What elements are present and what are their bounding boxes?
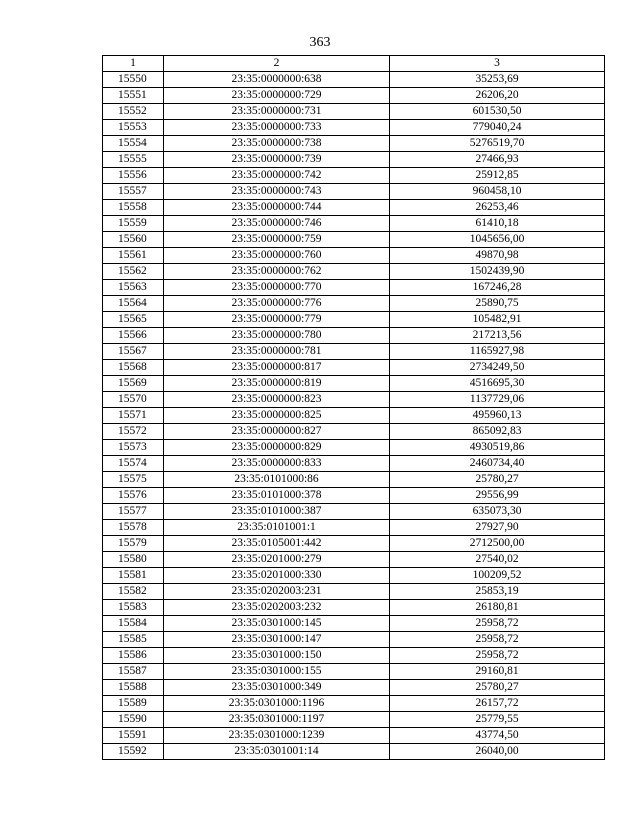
row-number-cell: 15557 [103, 184, 164, 200]
cadastral-number-cell: 23:35:0101000:387 [164, 504, 390, 520]
cadastral-number-cell: 23:35:0000000:742 [164, 168, 390, 184]
cadastral-number-cell: 23:35:0000000:729 [164, 88, 390, 104]
row-number-cell: 15570 [103, 392, 164, 408]
row-number-cell: 15584 [103, 616, 164, 632]
table-row [103, 376, 605, 392]
table-row [103, 424, 605, 440]
cadastral-number-cell: 23:35:0000000:829 [164, 440, 390, 456]
row-number-cell: 15571 [103, 408, 164, 424]
row-number-cell: 15555 [103, 152, 164, 168]
cadastral-value-cell: 27466,93 [390, 152, 605, 168]
row-number-cell: 15574 [103, 456, 164, 472]
table-row [103, 312, 605, 328]
cadastral-number-cell: 23:35:0000000:731 [164, 104, 390, 120]
cadastral-number-cell: 23:35:0301000:1197 [164, 712, 390, 728]
cadastral-number-cell: 23:35:0101001:1 [164, 520, 390, 536]
row-number-cell: 15579 [103, 536, 164, 552]
cadastral-number-cell: 23:35:0000000:770 [164, 280, 390, 296]
cadastral-value-cell: 2734249,50 [390, 360, 605, 376]
cadastral-number-cell: 23:35:0301000:145 [164, 616, 390, 632]
row-number-cell: 15572 [103, 424, 164, 440]
cadastral-value-cell: 27927,90 [390, 520, 605, 536]
table-row [103, 184, 605, 200]
cadastral-number-cell: 23:35:0301000:150 [164, 648, 390, 664]
table-row [103, 728, 605, 744]
cadastral-value-cell: 2712500,00 [390, 536, 605, 552]
row-number-cell: 15592 [103, 744, 164, 760]
cadastral-value-cell: 25779,55 [390, 712, 605, 728]
cadastral-value-cell: 167246,28 [390, 280, 605, 296]
cadastral-number-cell: 23:35:0000000:819 [164, 376, 390, 392]
row-number-cell: 15581 [103, 568, 164, 584]
row-number-cell: 15591 [103, 728, 164, 744]
cadastral-number-cell: 23:35:0000000:780 [164, 328, 390, 344]
table-row [103, 504, 605, 520]
table-row [103, 248, 605, 264]
table-row [103, 552, 605, 568]
table-row [103, 408, 605, 424]
table-row [103, 88, 605, 104]
cadastral-number-cell: 23:35:0301001:14 [164, 744, 390, 760]
cadastral-value-cell: 1165927,98 [390, 344, 605, 360]
table-row [103, 456, 605, 472]
row-number-cell: 15569 [103, 376, 164, 392]
table-row [103, 744, 605, 760]
table-row [103, 216, 605, 232]
column-header-3: 3 [390, 56, 605, 72]
cadastral-number-cell: 23:35:0000000:738 [164, 136, 390, 152]
table-row [103, 648, 605, 664]
cadastral-value-cell: 26253,46 [390, 200, 605, 216]
row-number-cell: 15565 [103, 312, 164, 328]
cadastral-number-cell: 23:35:0301000:155 [164, 664, 390, 680]
cadastral-number-cell: 23:35:0000000:760 [164, 248, 390, 264]
table-row [103, 392, 605, 408]
table-row [103, 168, 605, 184]
table-row [103, 120, 605, 136]
cadastral-number-cell: 23:35:0000000:776 [164, 296, 390, 312]
table-row [103, 344, 605, 360]
cadastral-value-cell: 495960,13 [390, 408, 605, 424]
cadastral-value-cell: 26206,20 [390, 88, 605, 104]
cadastral-value-cell: 29556,99 [390, 488, 605, 504]
row-number-cell: 15556 [103, 168, 164, 184]
cadastral-value-cell: 25780,27 [390, 680, 605, 696]
cadastral-value-cell: 25853,19 [390, 584, 605, 600]
row-number-cell: 15583 [103, 600, 164, 616]
row-number-cell: 15558 [103, 200, 164, 216]
cadastral-value-cell: 43774,50 [390, 728, 605, 744]
cadastral-value-cell: 960458,10 [390, 184, 605, 200]
table-row [103, 440, 605, 456]
column-header-1: 1 [103, 56, 164, 72]
cadastral-value-cell: 27540,02 [390, 552, 605, 568]
cadastral-value-cell: 4930519,86 [390, 440, 605, 456]
table-row [103, 264, 605, 280]
row-number-cell: 15552 [103, 104, 164, 120]
cadastral-number-cell: 23:35:0000000:827 [164, 424, 390, 440]
cadastral-value-cell: 1045656,00 [390, 232, 605, 248]
table-row [103, 664, 605, 680]
cadastral-value-table [102, 55, 605, 760]
cadastral-number-cell: 23:35:0000000:743 [164, 184, 390, 200]
cadastral-number-cell: 23:35:0201000:279 [164, 552, 390, 568]
table-row [103, 328, 605, 344]
row-number-cell: 15578 [103, 520, 164, 536]
row-number-cell: 15586 [103, 648, 164, 664]
cadastral-value-cell: 635073,30 [390, 504, 605, 520]
row-number-cell: 15573 [103, 440, 164, 456]
cadastral-value-cell: 601530,50 [390, 104, 605, 120]
cadastral-value-cell: 1137729,06 [390, 392, 605, 408]
row-number-cell: 15567 [103, 344, 164, 360]
cadastral-number-cell: 23:35:0202003:232 [164, 600, 390, 616]
cadastral-number-cell: 23:35:0301000:147 [164, 632, 390, 648]
cadastral-number-cell: 23:35:0301000:1196 [164, 696, 390, 712]
cadastral-value-cell: 29160,81 [390, 664, 605, 680]
row-number-cell: 15553 [103, 120, 164, 136]
row-number-cell: 15590 [103, 712, 164, 728]
table-row [103, 152, 605, 168]
table-row [103, 280, 605, 296]
row-number-cell: 15568 [103, 360, 164, 376]
table-row [103, 200, 605, 216]
row-number-cell: 15580 [103, 552, 164, 568]
row-number-cell: 15587 [103, 664, 164, 680]
cadastral-value-cell: 105482,91 [390, 312, 605, 328]
table-row [103, 632, 605, 648]
row-number-cell: 15585 [103, 632, 164, 648]
cadastral-number-cell: 23:35:0000000:817 [164, 360, 390, 376]
cadastral-value-cell: 49870,98 [390, 248, 605, 264]
row-number-cell: 15560 [103, 232, 164, 248]
cadastral-value-cell: 779040,24 [390, 120, 605, 136]
cadastral-value-cell: 217213,56 [390, 328, 605, 344]
cadastral-value-cell: 25958,72 [390, 616, 605, 632]
row-number-cell: 15577 [103, 504, 164, 520]
cadastral-value-cell: 26180,81 [390, 600, 605, 616]
table-row [103, 584, 605, 600]
table-row [103, 360, 605, 376]
cadastral-number-cell: 23:35:0101000:378 [164, 488, 390, 504]
cadastral-number-cell: 23:35:0000000:823 [164, 392, 390, 408]
cadastral-number-cell: 23:35:0000000:733 [164, 120, 390, 136]
cadastral-number-cell: 23:35:0000000:746 [164, 216, 390, 232]
table-row [103, 72, 605, 88]
row-number-cell: 15550 [103, 72, 164, 88]
cadastral-value-cell: 865092,83 [390, 424, 605, 440]
cadastral-value-cell: 25780,27 [390, 472, 605, 488]
cadastral-value-cell: 1502439,90 [390, 264, 605, 280]
table-header [103, 56, 605, 72]
cadastral-value-cell: 4516695,30 [390, 376, 605, 392]
cadastral-number-cell: 23:35:0000000:638 [164, 72, 390, 88]
cadastral-number-cell: 23:35:0000000:739 [164, 152, 390, 168]
table-row [103, 136, 605, 152]
cadastral-number-cell: 23:35:0000000:762 [164, 264, 390, 280]
cadastral-value-cell: 61410,18 [390, 216, 605, 232]
row-number-cell: 15576 [103, 488, 164, 504]
table-row [103, 472, 605, 488]
table-row [103, 696, 605, 712]
table-row [103, 680, 605, 696]
row-number-cell: 15566 [103, 328, 164, 344]
cadastral-number-cell: 23:35:0301000:1239 [164, 728, 390, 744]
cadastral-number-cell: 23:35:0202003:231 [164, 584, 390, 600]
table-row [103, 296, 605, 312]
cadastral-number-cell: 23:35:0201000:330 [164, 568, 390, 584]
cadastral-value-cell: 26157,72 [390, 696, 605, 712]
row-number-cell: 15575 [103, 472, 164, 488]
row-number-cell: 15559 [103, 216, 164, 232]
cadastral-value-cell: 25912,85 [390, 168, 605, 184]
cadastral-value-cell: 25958,72 [390, 648, 605, 664]
cadastral-value-cell: 25890,75 [390, 296, 605, 312]
table-row [103, 536, 605, 552]
cadastral-number-cell: 23:35:0000000:779 [164, 312, 390, 328]
cadastral-value-cell: 25958,72 [390, 632, 605, 648]
table-row [103, 600, 605, 616]
row-number-cell: 15589 [103, 696, 164, 712]
table-row [103, 488, 605, 504]
row-number-cell: 15582 [103, 584, 164, 600]
row-number-cell: 15564 [103, 296, 164, 312]
row-number-cell: 15588 [103, 680, 164, 696]
table-row [103, 616, 605, 632]
cadastral-number-cell: 23:35:0301000:349 [164, 680, 390, 696]
cadastral-number-cell: 23:35:0000000:759 [164, 232, 390, 248]
cadastral-number-cell: 23:35:0000000:781 [164, 344, 390, 360]
cadastral-number-cell: 23:35:0105001:442 [164, 536, 390, 552]
table-row [103, 712, 605, 728]
cadastral-value-cell: 35253,69 [390, 72, 605, 88]
cadastral-value-cell: 100209,52 [390, 568, 605, 584]
row-number-cell: 15563 [103, 280, 164, 296]
row-number-cell: 15561 [103, 248, 164, 264]
row-number-cell: 15551 [103, 88, 164, 104]
cadastral-number-cell: 23:35:0000000:744 [164, 200, 390, 216]
cadastral-number-cell: 23:35:0000000:825 [164, 408, 390, 424]
cadastral-number-cell: 23:35:0000000:833 [164, 456, 390, 472]
column-header-2: 2 [164, 56, 390, 72]
cadastral-value-cell: 26040,00 [390, 744, 605, 760]
row-number-cell: 15554 [103, 136, 164, 152]
page-number: 363 [309, 35, 331, 50]
table-row [103, 104, 605, 120]
table-body [103, 72, 605, 760]
cadastral-value-cell: 2460734,40 [390, 456, 605, 472]
row-number-cell: 15562 [103, 264, 164, 280]
header-row [103, 56, 605, 72]
cadastral-value-cell: 5276519,70 [390, 136, 605, 152]
table-row [103, 232, 605, 248]
cadastral-number-cell: 23:35:0101000:86 [164, 472, 390, 488]
table-row [103, 520, 605, 536]
table-row [103, 568, 605, 584]
